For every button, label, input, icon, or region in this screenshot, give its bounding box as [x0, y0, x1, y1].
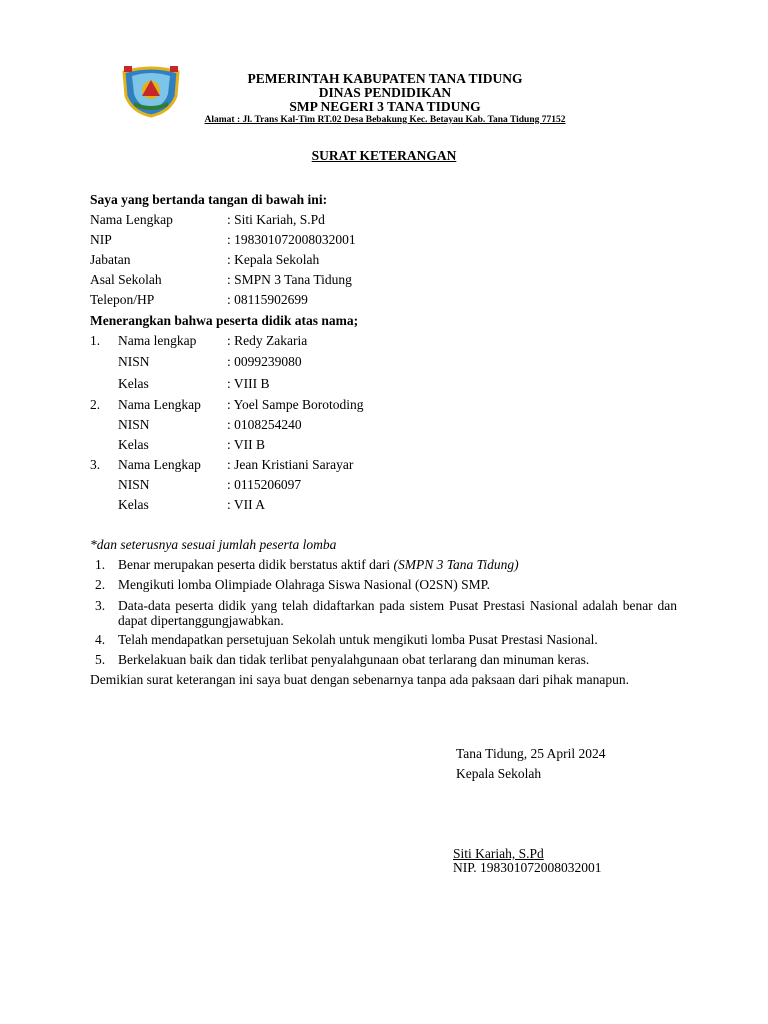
student-nisn-label: NISN — [118, 417, 150, 432]
statement-number: 1. — [95, 557, 106, 572]
field-label: Asal Sekolah — [90, 272, 162, 287]
student-class-label: Kelas — [118, 437, 149, 452]
student-class: : VIII B — [227, 376, 270, 391]
student-nisn: : 0108254240 — [227, 417, 302, 432]
statement-number: 4. — [95, 632, 106, 647]
student-name-label: Nama lengkap — [118, 333, 197, 348]
field-label: Telepon/HP — [90, 292, 155, 307]
student-name: : Redy Zakaria — [227, 333, 308, 348]
letter-title: SURAT KETERANGAN — [311, 148, 457, 163]
signer-nip: NIP. 198301072008032001 — [453, 860, 602, 875]
letterhead-address: Alamat : Jl. Trans Kal-Tim RT.02 Desa Bebakung Kec. Betayau Kab. Tana Tidung 77152 — [204, 115, 566, 125]
student-name: : Jean Kristiani Sarayar — [227, 457, 354, 472]
student-nisn-label: NISN — [118, 477, 150, 492]
letterhead-department: DINAS PENDIDIKAN — [318, 85, 452, 100]
closing-text: Demikian surat keterangan ini saya buat dengan sebenarnya tanpa ada paksaan dari pihak manapun. — [90, 672, 630, 687]
student-name: : Yoel Sampe Borotoding — [227, 397, 364, 412]
statement-text: Data-data peserta didik yang telah didaftarkan pada sistem Pusat Prestasi Nasional adalah benar dan dapat dipertanggungjawabkan. — [118, 598, 677, 628]
signer-position: Kepala Sekolah — [456, 766, 542, 781]
note-text: *dan seterusnya sesuai jumlah peserta lomba — [90, 537, 337, 552]
intro-text: Saya yang bertanda tangan di bawah ini: — [90, 192, 328, 207]
student-name-label: Nama Lengkap — [118, 397, 201, 412]
field-value: : 08115902699 — [227, 292, 308, 307]
student-nisn: : 0099239080 — [227, 354, 302, 369]
student-class: : VII B — [227, 437, 266, 452]
field-value: : 198301072008032001 — [227, 232, 356, 247]
statement-text: Telah mendapatkan persetujuan Sekolah untuk mengikuti lomba Pusat Prestasi Nasional. — [118, 632, 598, 647]
field-value: : Kepala Sekolah — [227, 252, 320, 267]
student-nisn: : 0115206097 — [227, 477, 302, 492]
student-nisn-label: NISN — [118, 354, 150, 369]
signer-name: Siti Kariah, S.Pd — [453, 846, 544, 861]
letterhead-government: PEMERINTAH KABUPATEN TANA TIDUNG — [247, 71, 523, 86]
field-label: Jabatan — [90, 252, 131, 267]
statement-number: 2. — [95, 577, 106, 592]
student-name-label: Nama Lengkap — [118, 457, 201, 472]
student-number: 3. — [90, 457, 101, 472]
statement-text: Benar merupakan peserta didik berstatus aktif dari — [118, 557, 394, 572]
statement-text: Berkelakuan baik dan tidak terlibat penyalahgunaan obat terlarang dan minuman keras. — [118, 652, 590, 667]
statement-item — [118, 557, 519, 573]
statement-school: (SMPN 3 Tana Tidung) — [393, 557, 519, 572]
students-intro: Menerangkan bahwa peserta didik atas nama; — [90, 313, 359, 328]
statement-text: Mengikuti lomba Olimpiade Olahraga Siswa Nasional (O2SN) SMP. — [118, 577, 490, 592]
field-label: NIP — [90, 232, 112, 247]
statement-number: 5. — [95, 652, 106, 667]
student-class-label: Kelas — [118, 497, 149, 512]
letterhead-school: SMP NEGERI 3 TANA TIDUNG — [289, 99, 481, 114]
student-number: 1. — [90, 333, 101, 348]
field-label: Nama Lengkap — [90, 212, 173, 227]
student-class-label: Kelas — [118, 376, 149, 391]
statement-number: 3. — [95, 598, 106, 613]
student-class: : VII A — [227, 497, 266, 512]
place-date: Tana Tidung, 25 April 2024 — [456, 746, 606, 761]
student-number: 2. — [90, 397, 101, 412]
field-value: : Siti Kariah, S.Pd — [227, 212, 325, 227]
field-value: : SMPN 3 Tana Tidung — [227, 272, 352, 287]
letterhead — [160, 72, 610, 126]
